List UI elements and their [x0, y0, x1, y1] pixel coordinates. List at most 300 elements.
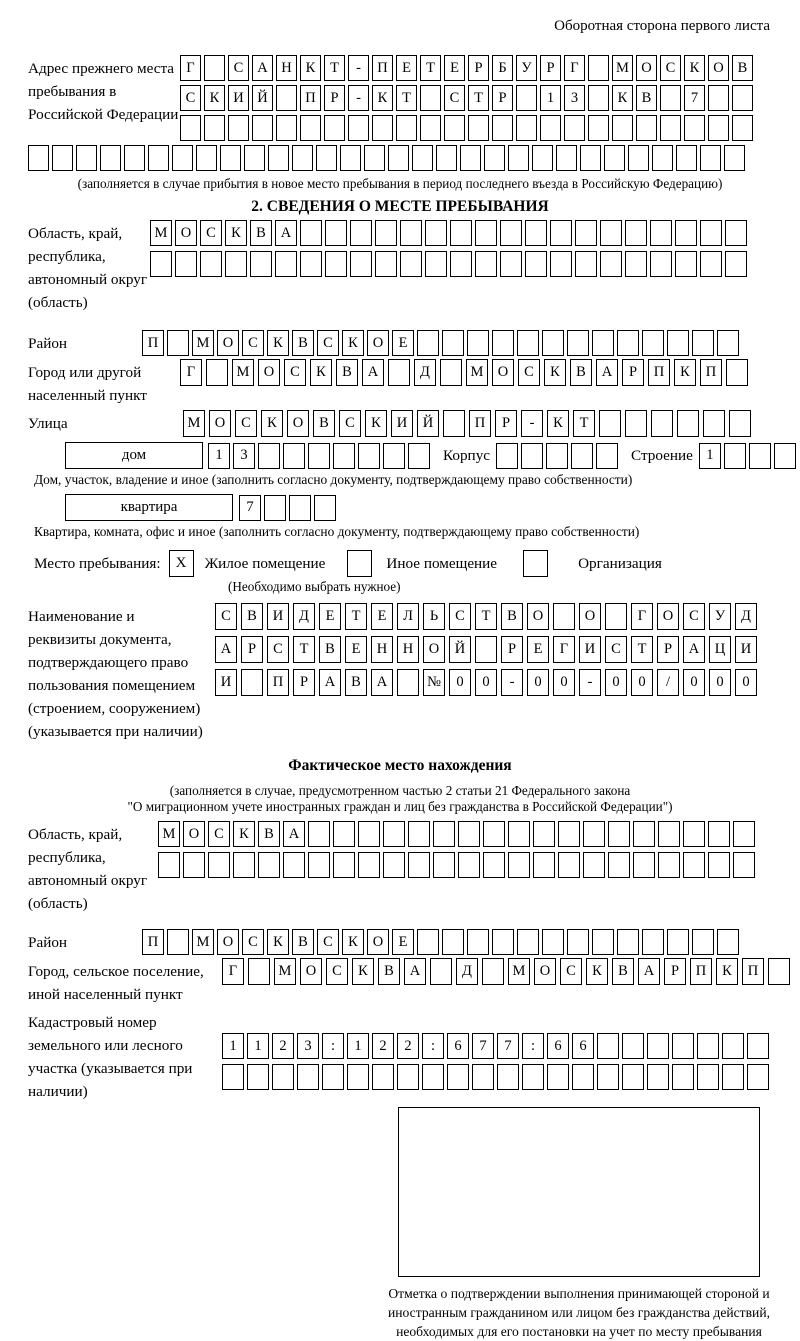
char-cell: 0 — [475, 669, 497, 696]
char-cell: М — [150, 220, 172, 246]
char-cell — [460, 145, 481, 171]
char-cell: П — [267, 669, 289, 696]
char-cell: В — [501, 603, 523, 630]
char-cell: Р — [495, 410, 517, 437]
char-cell — [383, 443, 405, 469]
char-cell — [676, 145, 697, 171]
char-cell — [180, 115, 201, 141]
char-cell: О — [367, 330, 389, 356]
char-cell — [492, 115, 513, 141]
char-cell — [412, 145, 433, 171]
char-cell: П — [742, 958, 764, 985]
char-cell: К — [352, 958, 374, 985]
document-block — [28, 603, 772, 743]
section3-note-line2: "О миграционном учете иностранных граждан и лиц без гражданства в Российской Федерации") — [127, 799, 673, 814]
char-cell: О — [367, 929, 389, 955]
char-cell — [425, 220, 447, 246]
char-cell — [725, 220, 747, 246]
char-cell — [340, 145, 361, 171]
char-cell — [206, 359, 228, 386]
char-cell: - — [501, 669, 523, 696]
char-cell — [625, 220, 647, 246]
char-cell — [324, 115, 345, 141]
char-cell — [517, 330, 539, 356]
char-cell: А — [215, 636, 237, 663]
char-cell: М — [466, 359, 488, 386]
char-cell: 2 — [372, 1033, 394, 1059]
char-cell — [308, 443, 330, 469]
char-cell: - — [579, 669, 601, 696]
char-cell: 7 — [497, 1033, 519, 1059]
char-cell — [258, 443, 280, 469]
char-cell: С — [284, 359, 306, 386]
char-cell: Д — [735, 603, 757, 630]
char-cell — [667, 330, 689, 356]
char-cell — [375, 251, 397, 277]
char-cell: М — [232, 359, 254, 386]
char-cell: К — [674, 359, 696, 386]
char-cell — [204, 115, 225, 141]
char-cell — [592, 330, 614, 356]
char-cell — [420, 85, 441, 111]
char-cell — [196, 145, 217, 171]
char-cell: Т — [468, 85, 489, 111]
char-cell — [433, 852, 455, 878]
char-cell — [268, 145, 289, 171]
char-cell: Г — [631, 603, 653, 630]
char-cell — [697, 1064, 719, 1090]
gorod2-label: Город, сельское поселение, иной населенный пункт — [28, 963, 204, 1003]
char-cell: Р — [324, 85, 345, 111]
char-cell — [333, 852, 355, 878]
char-cell: Д — [456, 958, 478, 985]
char-cell — [717, 929, 739, 955]
char-cell: А — [371, 669, 393, 696]
char-cell — [658, 852, 680, 878]
char-cell: 2 — [397, 1033, 419, 1059]
char-cell: О — [175, 220, 197, 246]
char-cell — [597, 1033, 619, 1059]
char-cell — [558, 821, 580, 847]
prev-address-block — [28, 55, 772, 141]
char-cell — [396, 115, 417, 141]
char-cell — [228, 115, 249, 141]
prev-address-grid-row-1 — [180, 55, 756, 81]
char-cell — [250, 251, 272, 277]
char-cell — [450, 220, 472, 246]
char-cell — [248, 958, 270, 985]
char-cell — [697, 1033, 719, 1059]
char-cell — [732, 85, 753, 111]
kadastr-grid-row-2 — [222, 1064, 772, 1090]
char-cell: А — [596, 359, 618, 386]
char-cell: С — [180, 85, 201, 111]
char-cell: 1 — [540, 85, 561, 111]
char-cell — [492, 929, 514, 955]
char-cell — [400, 220, 422, 246]
raion-label: Район — [28, 335, 68, 352]
char-cell — [468, 115, 489, 141]
char-cell: С — [317, 929, 339, 955]
char-cell: Е — [345, 636, 367, 663]
char-cell: Р — [657, 636, 679, 663]
char-cell — [52, 145, 73, 171]
char-cell: 3 — [297, 1033, 319, 1059]
char-cell: О — [527, 603, 549, 630]
ulitsa-block — [28, 410, 772, 437]
char-cell: О — [579, 603, 601, 630]
char-cell: К — [225, 220, 247, 246]
char-cell — [408, 821, 430, 847]
section2-title: 2. СВЕДЕНИЯ О МЕСТЕ ПРЕБЫВАНИЯ — [251, 198, 549, 215]
oblast-grid-row-2 — [150, 251, 750, 277]
oblast-label: Область, край, республика, автономный округ (область) — [28, 225, 148, 311]
char-cell — [208, 852, 230, 878]
kvartira-box-label: квартира — [65, 494, 233, 521]
char-cell: Г — [553, 636, 575, 663]
prev-address-grid-row-3 — [180, 115, 756, 141]
oblast2-grid-row-2 — [158, 852, 758, 878]
char-cell: 1 — [222, 1033, 244, 1059]
page-header-note: Оборотная сторона первого листа — [554, 18, 770, 34]
char-cell: П — [648, 359, 670, 386]
char-cell: М — [274, 958, 296, 985]
char-cell: Р — [622, 359, 644, 386]
char-cell — [605, 603, 627, 630]
char-cell: Р — [501, 636, 523, 663]
mesto-option-zhiloe-label: Жилое помещение — [204, 554, 326, 572]
char-cell — [222, 1064, 244, 1090]
char-cell — [183, 852, 205, 878]
char-cell: : — [322, 1033, 344, 1059]
char-cell: С — [215, 603, 237, 630]
char-cell: С — [242, 330, 264, 356]
char-cell — [675, 220, 697, 246]
char-cell — [700, 145, 721, 171]
char-cell: С — [228, 55, 249, 81]
char-cell — [347, 1064, 369, 1090]
char-cell — [600, 220, 622, 246]
gorod-label: Город или другой населенный пункт — [28, 364, 147, 404]
char-cell: В — [378, 958, 400, 985]
char-cell: С — [339, 410, 361, 437]
char-cell: А — [319, 669, 341, 696]
mesto-option-inoe-label: Иное помещение — [386, 554, 498, 572]
char-cell — [749, 443, 771, 469]
char-cell — [422, 1064, 444, 1090]
char-cell — [525, 251, 547, 277]
char-cell: 0 — [449, 669, 471, 696]
mesto-checkbox-org — [523, 550, 548, 577]
char-cell — [350, 251, 372, 277]
dom-row — [65, 442, 772, 469]
char-cell: 6 — [572, 1033, 594, 1059]
char-cell — [200, 251, 222, 277]
char-cell: А — [252, 55, 273, 81]
char-cell — [28, 145, 49, 171]
char-cell — [572, 1064, 594, 1090]
char-cell: В — [292, 929, 314, 955]
prev-address-grid-row-4 — [28, 145, 772, 171]
raion-block — [28, 330, 772, 356]
char-cell: Д — [414, 359, 436, 386]
char-cell — [675, 251, 697, 277]
char-cell — [604, 145, 625, 171]
char-cell: Г — [180, 359, 202, 386]
char-cell — [684, 115, 705, 141]
char-cell — [475, 636, 497, 663]
raion2-grid-row — [142, 929, 742, 955]
char-cell: Т — [631, 636, 653, 663]
char-cell — [692, 330, 714, 356]
char-cell — [651, 410, 673, 437]
char-cell: 1 — [247, 1033, 269, 1059]
char-cell: - — [521, 410, 543, 437]
char-cell: Й — [417, 410, 439, 437]
char-cell: И — [267, 603, 289, 630]
char-cell — [472, 1064, 494, 1090]
char-cell — [475, 251, 497, 277]
char-cell — [533, 821, 555, 847]
char-cell: 2 — [272, 1033, 294, 1059]
char-cell: О — [534, 958, 556, 985]
char-cell: / — [657, 669, 679, 696]
char-cell — [436, 145, 457, 171]
char-cell: - — [348, 55, 369, 81]
char-cell — [575, 251, 597, 277]
char-cell: В — [612, 958, 634, 985]
char-cell: К — [233, 821, 255, 847]
char-cell — [383, 821, 405, 847]
char-cell: В — [345, 669, 367, 696]
char-cell — [733, 852, 755, 878]
char-cell: 7 — [239, 495, 261, 521]
char-cell — [358, 443, 380, 469]
oblast2-block — [28, 821, 772, 915]
char-cell — [508, 852, 530, 878]
char-cell — [417, 330, 439, 356]
char-cell — [297, 1064, 319, 1090]
char-cell: К — [267, 330, 289, 356]
char-cell — [571, 443, 593, 469]
char-cell — [492, 330, 514, 356]
char-cell — [733, 821, 755, 847]
char-cell: : — [522, 1033, 544, 1059]
char-cell — [633, 821, 655, 847]
char-cell — [397, 1064, 419, 1090]
char-cell — [475, 220, 497, 246]
char-cell — [612, 115, 633, 141]
char-cell — [447, 1064, 469, 1090]
char-cell: 1 — [208, 443, 230, 469]
char-cell — [667, 929, 689, 955]
char-cell — [167, 929, 189, 955]
char-cell — [547, 1064, 569, 1090]
char-cell — [625, 251, 647, 277]
char-cell: Г — [564, 55, 585, 81]
char-cell: С — [267, 636, 289, 663]
char-cell — [348, 115, 369, 141]
kvartira-grid — [239, 495, 339, 521]
char-cell: М — [183, 410, 205, 437]
char-cell — [672, 1064, 694, 1090]
char-cell: И — [735, 636, 757, 663]
char-cell: М — [612, 55, 633, 81]
prev-address-grid-row-2 — [180, 85, 756, 111]
char-cell: В — [732, 55, 753, 81]
char-cell: Р — [540, 55, 561, 81]
char-cell: С — [683, 603, 705, 630]
char-cell: О — [217, 330, 239, 356]
char-cell — [497, 1064, 519, 1090]
char-cell — [617, 929, 639, 955]
char-cell: 0 — [631, 669, 653, 696]
char-cell — [700, 220, 722, 246]
char-cell — [316, 145, 337, 171]
char-cell: Е — [396, 55, 417, 81]
char-cell: С — [235, 410, 257, 437]
char-cell: К — [365, 410, 387, 437]
char-cell — [774, 443, 796, 469]
mesto-checkbox-zhiloe: X — [169, 550, 194, 577]
char-cell: И — [228, 85, 249, 111]
char-cell — [556, 145, 577, 171]
char-cell — [567, 929, 589, 955]
char-cell — [233, 852, 255, 878]
char-cell — [482, 958, 504, 985]
char-cell — [458, 852, 480, 878]
char-cell: С — [449, 603, 471, 630]
char-cell — [252, 115, 273, 141]
char-cell: Т — [573, 410, 595, 437]
char-cell: К — [204, 85, 225, 111]
dom-caption: Дом, участок, владение и иное (заполнить согласно документу, подтверждающему право собственности) — [34, 472, 633, 487]
char-cell: С — [326, 958, 348, 985]
char-cell: П — [469, 410, 491, 437]
char-cell — [542, 330, 564, 356]
char-cell: С — [208, 821, 230, 847]
char-cell — [292, 145, 313, 171]
char-cell — [708, 821, 730, 847]
char-cell — [600, 251, 622, 277]
char-cell — [276, 85, 297, 111]
char-cell: К — [310, 359, 332, 386]
kvartira-row — [65, 494, 772, 521]
char-cell: М — [192, 330, 214, 356]
char-cell: П — [372, 55, 393, 81]
char-cell: П — [142, 330, 164, 356]
raion2-label: Район — [28, 934, 68, 951]
char-cell — [622, 1064, 644, 1090]
char-cell: И — [215, 669, 237, 696]
char-cell: О — [492, 359, 514, 386]
char-cell — [225, 251, 247, 277]
char-cell: М — [192, 929, 214, 955]
char-cell — [628, 145, 649, 171]
char-cell — [708, 115, 729, 141]
char-cell: А — [638, 958, 660, 985]
char-cell: К — [716, 958, 738, 985]
char-cell: Т — [420, 55, 441, 81]
char-cell — [642, 929, 664, 955]
char-cell — [247, 1064, 269, 1090]
document-grid-row-1 — [215, 603, 761, 630]
char-cell: О — [209, 410, 231, 437]
char-cell — [588, 85, 609, 111]
char-cell — [388, 145, 409, 171]
char-cell — [677, 410, 699, 437]
char-cell: О — [287, 410, 309, 437]
char-cell: О — [258, 359, 280, 386]
char-cell — [76, 145, 97, 171]
char-cell: Р — [664, 958, 686, 985]
char-cell: А — [683, 636, 705, 663]
char-cell — [420, 115, 441, 141]
char-cell — [300, 220, 322, 246]
char-cell: К — [684, 55, 705, 81]
char-cell — [289, 495, 311, 521]
char-cell — [408, 443, 430, 469]
char-cell — [683, 821, 705, 847]
section3-note-line1: (заполняется в случае, предусмотренном частью 2 статьи 21 Федерального закона — [169, 783, 631, 798]
char-cell — [272, 1064, 294, 1090]
char-cell: 0 — [553, 669, 575, 696]
char-cell: О — [183, 821, 205, 847]
char-cell: 0 — [527, 669, 549, 696]
char-cell — [642, 330, 664, 356]
char-cell — [540, 115, 561, 141]
char-cell — [241, 669, 263, 696]
char-cell: В — [313, 410, 335, 437]
char-cell — [496, 443, 518, 469]
char-cell — [308, 852, 330, 878]
char-cell: К — [547, 410, 569, 437]
char-cell — [500, 220, 522, 246]
char-cell — [522, 1064, 544, 1090]
char-cell: № — [423, 669, 445, 696]
char-cell — [467, 330, 489, 356]
char-cell: 3 — [564, 85, 585, 111]
char-cell — [124, 145, 145, 171]
char-cell — [314, 495, 336, 521]
kadastr-block — [28, 1009, 772, 1103]
char-cell — [388, 359, 410, 386]
char-cell: Й — [449, 636, 471, 663]
char-cell — [358, 821, 380, 847]
char-cell — [175, 251, 197, 277]
char-cell — [726, 359, 748, 386]
char-cell — [158, 852, 180, 878]
char-cell: У — [516, 55, 537, 81]
char-cell — [442, 929, 464, 955]
char-cell: В — [319, 636, 341, 663]
char-cell — [397, 669, 419, 696]
char-cell — [148, 145, 169, 171]
char-cell: А — [283, 821, 305, 847]
kadastr-label: Кадастровый номер земельного или лесного участка (указывается при наличии) — [28, 1014, 193, 1100]
char-cell: Р — [492, 85, 513, 111]
char-cell — [708, 852, 730, 878]
ulitsa-grid-row — [183, 410, 755, 437]
mesto-checkbox-inoe — [347, 550, 372, 577]
char-cell — [724, 443, 746, 469]
char-cell: Р — [293, 669, 315, 696]
char-cell — [430, 958, 452, 985]
char-cell — [100, 145, 121, 171]
char-cell — [375, 220, 397, 246]
char-cell: 6 — [447, 1033, 469, 1059]
char-cell — [220, 145, 241, 171]
